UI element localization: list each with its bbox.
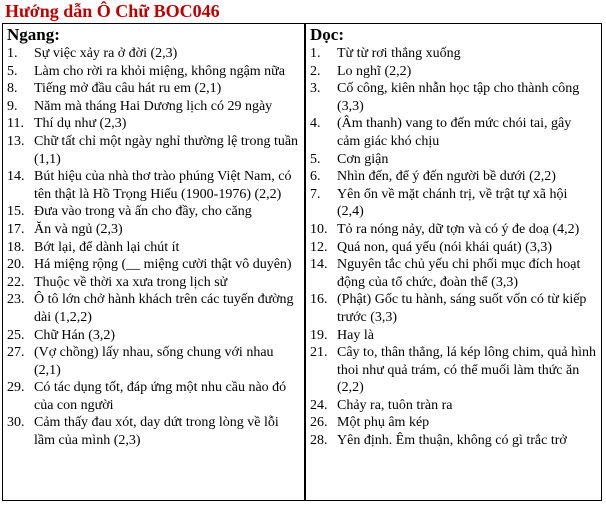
clue-text: Có tác dụng tốt, đáp ứng một nhu cầu nào đó của con người: [34, 380, 287, 413]
across-clue: [7, 80, 300, 98]
down-clue: [310, 45, 597, 63]
across-clue: [7, 344, 300, 379]
clue-text: (Âm thanh) vang to đến mức chói tai, gây cảm giác khó chịu: [337, 116, 572, 149]
clue-number: 26.: [310, 415, 328, 431]
across-clue: [7, 133, 300, 168]
clue-number: 19.: [310, 327, 328, 343]
clue-text: Nhìn đến, để ý đến người bề dưới (2,2): [337, 169, 556, 185]
clue-text: Sự việc xảy ra ở đời (2,3): [34, 46, 178, 61]
down-clue: [310, 327, 597, 345]
across-clue-list: [7, 45, 300, 450]
clue-text: Lo nghĩ (2,2): [337, 63, 412, 79]
clue-number: 27.: [7, 345, 25, 361]
clue-number: 4.: [310, 116, 321, 132]
across-clue: [7, 274, 300, 292]
across-clue: [7, 45, 300, 63]
across-clue: [7, 256, 300, 274]
clue-number: 2.: [310, 63, 321, 79]
down-clue: [310, 256, 597, 291]
clue-number: 18.: [7, 239, 25, 255]
across-clue: [7, 98, 300, 116]
clue-text: Tiếng mở đầu câu hát ru em (2,1): [34, 81, 222, 97]
clue-number: 29.: [7, 380, 25, 396]
clue-number: 23.: [7, 292, 25, 308]
clue-text: Chữ tất chỉ một ngày nghỉ thường lệ trong tuần (1,1): [34, 133, 299, 167]
down-clue: [310, 80, 597, 115]
across-column: [3, 24, 306, 500]
down-clue: [310, 115, 597, 150]
down-clue: [310, 221, 597, 239]
clue-number: 25.: [7, 327, 25, 343]
clue-number: 12.: [310, 239, 328, 255]
down-clue: [310, 432, 597, 450]
clue-number: 16.: [310, 292, 328, 308]
across-clue: [7, 414, 300, 449]
clue-number: 11.: [7, 116, 24, 132]
clue-number: 17.: [7, 221, 25, 237]
clue-text: Cơn giận: [337, 151, 389, 167]
clue-text: Tỏ ra nóng nảy, dữ tợn và có ý đe doạ (4,2): [337, 221, 580, 237]
clue-number: 9.: [7, 98, 18, 114]
clue-text: (Vợ chồng) lấy nhau, sống chung với nhau (2,1): [34, 345, 274, 378]
clue-number: 1.: [310, 46, 321, 61]
down-clue: [310, 344, 597, 397]
down-clue: [310, 63, 597, 81]
across-clue: [7, 379, 300, 414]
clue-number: 5.: [7, 63, 18, 79]
clue-text: Làm cho rời ra khỏi miệng, không ngậm nữa: [34, 63, 285, 79]
page-title: Hướng dẫn Ô Chữ BOC046: [5, 1, 220, 21]
clue-text: Một phụ âm kép: [337, 415, 430, 431]
clue-text: Hay là: [337, 327, 374, 343]
across-clue: [7, 239, 300, 257]
down-clue: [310, 168, 597, 186]
across-clue: [7, 168, 300, 203]
clue-number: 20.: [7, 257, 25, 273]
down-clue: [310, 414, 597, 432]
down-clue: [310, 151, 597, 169]
clue-number: 15.: [7, 204, 25, 220]
clue-text: Yên ổn về mặt chánh trị, về trật tự xã hội (2,4): [337, 186, 568, 220]
clue-number: 30.: [7, 415, 25, 431]
clue-number: 14.: [7, 169, 25, 185]
clue-number: 10.: [310, 221, 328, 237]
clue-text: Cây to, thân thẳng, lá kép lông chim, quả hình thoi như quả trám, có thể muối làm thức ăn (2,2): [337, 345, 596, 396]
clue-text: Từ từ rơi thẳng xuống: [337, 46, 461, 61]
across-clue: [7, 115, 300, 133]
down-clue: [310, 397, 597, 415]
clue-text: Thuộc về thời xa xưa trong lịch sử: [34, 274, 228, 290]
down-clue-list: [310, 45, 597, 450]
across-clue: [7, 203, 300, 221]
clue-text: Thí dụ như (2,3): [34, 116, 127, 132]
clue-text: Bớt lại, để dành lại chút ít: [34, 239, 180, 255]
across-clue: [7, 291, 300, 326]
clue-number: 28.: [310, 433, 328, 449]
clue-text: Đưa vào trong và ấn cho đầy, cho căng: [34, 204, 252, 220]
clue-number: 3.: [310, 81, 321, 97]
clue-number: 13.: [7, 133, 25, 149]
clue-number: 6.: [310, 169, 321, 185]
across-heading: Ngang:: [7, 25, 60, 44]
clue-text: Ô tô lớn chở hành khách trên các tuyến đường dài (1,2,2): [34, 292, 294, 325]
clue-number: 22.: [7, 274, 25, 290]
clue-number: 8.: [7, 81, 18, 97]
across-clue: [7, 63, 300, 81]
down-heading: Dọc:: [310, 25, 344, 44]
clue-text: Năm mà tháng Hai Dương lịch có 29 ngày: [34, 98, 273, 114]
clue-text: Bút hiệu của nhà thơ trào phúng Việt Nam, có tên thật là Hồ Trọng Hiếu (1900-1976) (2,2): [34, 169, 292, 202]
down-clue: [310, 186, 597, 221]
clue-text: Chữ Hán (3,2): [34, 327, 116, 343]
clue-text: Há miệng rộng (__ miệng cười thật vô duyên): [34, 257, 292, 273]
clue-text: (Phật) Gốc tu hành, sáng suốt vốn có từ kiếp trước (3,3): [337, 292, 587, 325]
clue-number: 5.: [310, 151, 321, 167]
clue-text: Cố công, kiên nhẫn học tập cho thành công (3,3): [337, 81, 580, 114]
clue-text: Chảy ra, tuôn tràn ra: [337, 397, 453, 413]
across-clue: [7, 221, 300, 239]
clue-number: 7.: [310, 186, 321, 202]
across-clue: [7, 327, 300, 345]
down-clue: [310, 291, 597, 326]
clue-text: Yên định. Êm thuận, không có gì trắc trở: [337, 433, 567, 449]
clue-text: Cảm thấy đau xót, day dứt trong lòng về lỗi lầm của mình (2,3): [34, 415, 279, 449]
down-clue: [310, 239, 597, 257]
clue-number: 14.: [310, 257, 328, 273]
clue-text: Ăn và ngủ (2,3): [34, 221, 123, 237]
clue-number: 24.: [310, 397, 328, 413]
clue-text: Nguyên tắc chủ yếu chi phối mục đích hoạt động của tổ chức, đoàn thể (3,3): [337, 257, 581, 290]
clue-number: 1.: [7, 46, 18, 61]
down-column: [306, 24, 601, 500]
clue-text: Quá non, quá yếu (nói khái quát) (3,3): [337, 239, 552, 255]
clue-table: [2, 23, 602, 501]
clue-number: 21.: [310, 345, 328, 361]
